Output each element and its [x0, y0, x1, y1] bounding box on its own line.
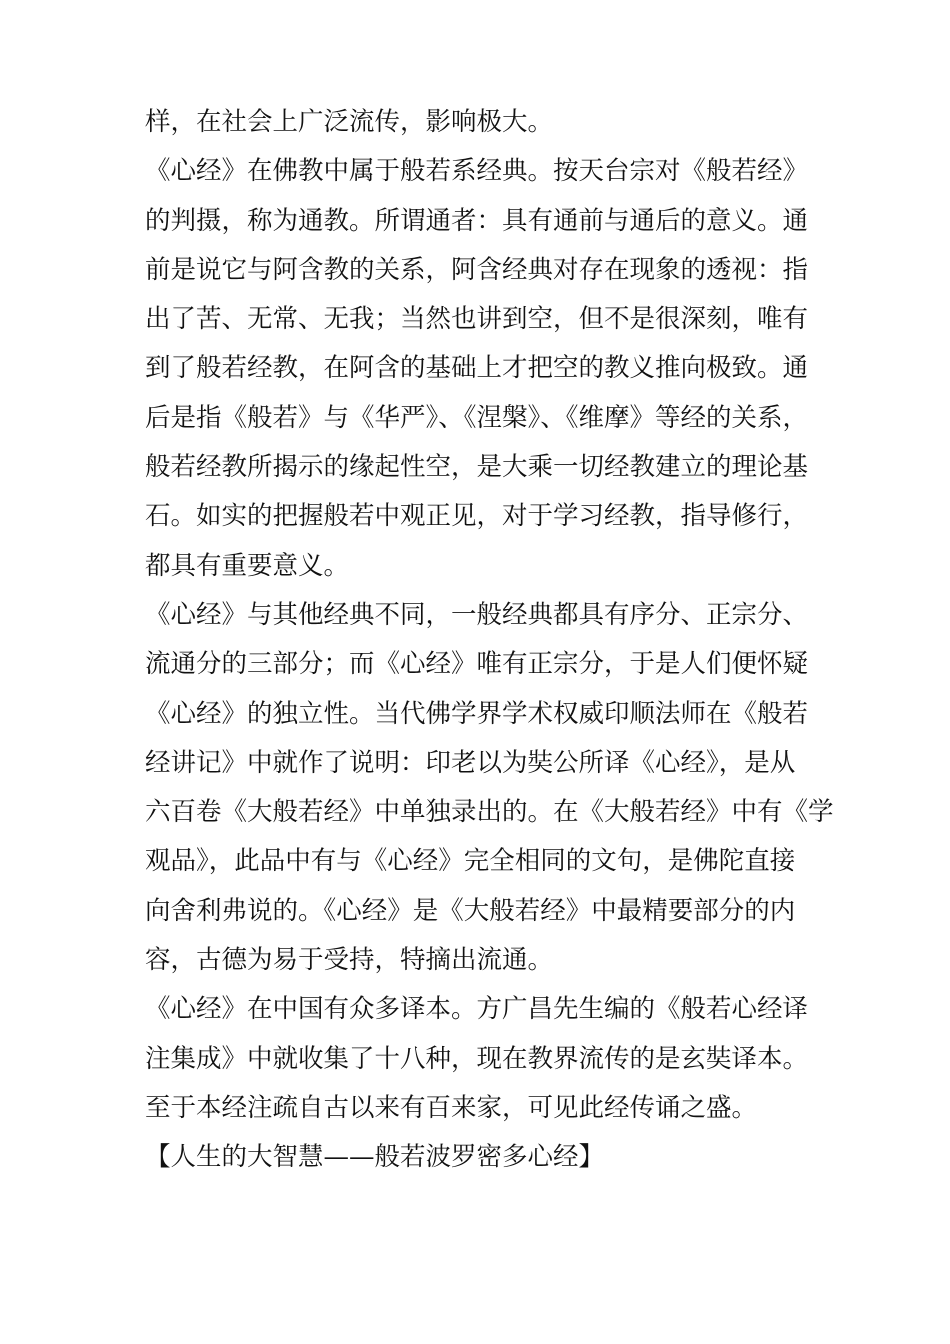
text-line: 《心经》与其他经典不同，一般经典都具有序分、正宗分、	[145, 599, 809, 630]
text-line: 石。如实的把握般若中观正见，对于学习经教，指导修行，	[145, 501, 809, 532]
text-line: 《心经》的独立性。当代佛学界学术权威印顺法师在《般若	[145, 698, 809, 729]
text-line: 样，在社会上广泛流传，影响极大。	[145, 107, 554, 137]
text-line: 般若经教所揭示的缘起性空，是大乘一切经教建立的理论基	[145, 452, 809, 483]
text-line: 六百卷《大般若经》中单独录出的。在《大般若经》中有《学	[145, 797, 834, 828]
text-line: 《心经》在佛教中属于般若系经典。按天台宗对《般若经》	[145, 156, 809, 187]
text-line: 注集成》中就收集了十八种，现在教界流传的是玄奘译本。	[145, 1043, 809, 1074]
text-line: 《心经》在中国有众多译本。方广昌先生编的《般若心经译	[145, 994, 809, 1025]
text-line: 容，古德为易于受持，特摘出流通。	[145, 945, 554, 976]
text-line: 至于本经注疏自古以来有百来家，可见此经传诵之盛。	[145, 1092, 758, 1123]
text-line: 流通分的三部分；而《心经》唯有正宗分，于是人们便怀疑	[145, 649, 809, 680]
body-text	[145, 98, 834, 1183]
section-heading: 【人生的大智慧——般若波罗密多心经】	[145, 1142, 605, 1173]
text-line: 出了苦、无常、无我；当然也讲到空，但不是很深刻，唯有	[145, 304, 809, 335]
text-line: 的判摄，称为通教。所谓通者：具有通前与通后的意义。通	[145, 205, 809, 236]
text-line: 后是指《般若》与《华严》、《涅槃》、《维摩》等经的关系，	[145, 402, 809, 433]
text-line: 经讲记》中就作了说明：印老以为奘公所译《心经》，是从	[145, 747, 796, 778]
text-line: 向舍利弗说的。《心经》是《大般若经》中最精要部分的内	[145, 895, 796, 926]
text-line: 到了般若经教，在阿含的基础上才把空的教义推向极致。通	[145, 353, 809, 384]
text-line: 前是说它与阿含教的关系，阿含经典对存在现象的透视：指	[145, 254, 809, 285]
text-line: 观品》，此品中有与《心经》完全相同的文句，是佛陀直接	[145, 846, 796, 877]
text-line: 都具有重要意义。	[145, 550, 350, 581]
